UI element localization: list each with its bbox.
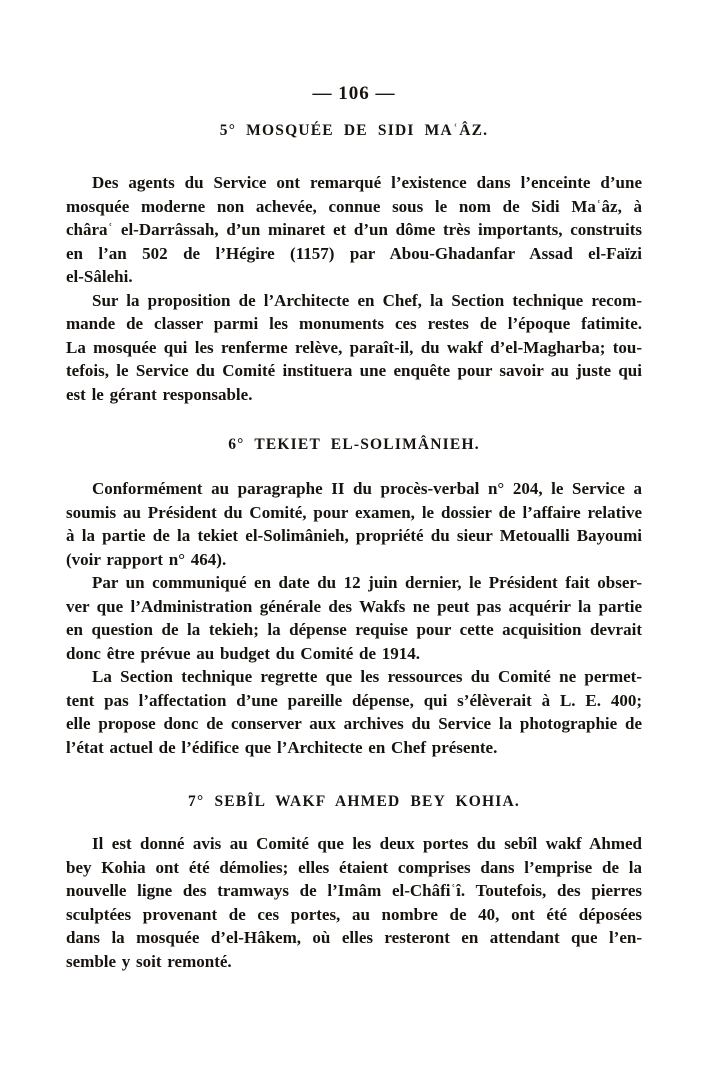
text-line: Par un communiqué en date du 12 juin dernier, le Président fait obser-: [92, 573, 642, 592]
text-line: donc être prévue au budget du Comité de 1914.: [66, 643, 421, 663]
text-line: à la partie de la tekiet el-Solimânieh, propriété du sieur Metoualli Bayoumi: [66, 526, 642, 545]
text-line: l’état actuel de l’édifice que l’Architecte en Chef présente.: [66, 737, 498, 757]
paragraph: [66, 477, 642, 571]
text-line: dans la mosquée d’el-Hâkem, où elles resteront en attendant que l’en-: [66, 928, 642, 947]
text-line: sculptées provenant de ces portes, au nombre de 40, ont été déposées: [66, 904, 642, 924]
text-line: en question de la tekieh; la dépense requise pour cette acquisition devrait: [66, 620, 642, 639]
text-line: mosquée moderne non achevée, connue sous le nom de Sidi Maʿâz, à: [66, 196, 642, 216]
text-line: mande de classer parmi les monuments ces restes de l’époque fatimite.: [66, 314, 642, 333]
paragraph: [66, 571, 642, 665]
text-line: elle propose donc de conserver aux archives du Service la photographie de: [66, 714, 642, 733]
text-line: nouvelle ligne des tramways de l’Imâm el-Châfiʿî. Toutefois, des pierres: [66, 881, 642, 900]
text-line: el-Sâlehi.: [66, 267, 133, 286]
section-body-5: [66, 171, 642, 406]
paragraph: [66, 832, 642, 973]
text-line: semble y soit remonté.: [66, 951, 232, 971]
text-line: La mosquée qui les renferme relève, paraît-il, du wakf d’el-Magharba; tou-: [66, 337, 642, 357]
text-line: châraʿ el-Darrâssah, d’un minaret et d’un dôme très importants, construits: [66, 220, 642, 239]
text-line: en l’an 502 de l’Hégire (1157) par Abou-Ghadanfar Assad el-Faïzi: [66, 243, 642, 263]
section-body-6: [66, 477, 642, 759]
text-line: ver que l’Administration générale des Wakfs ne peut pas acquérir la partie: [66, 596, 642, 616]
paragraph: [66, 289, 642, 407]
section-body-7: [66, 832, 642, 973]
text-line: Il est donné avis au Comité que les deux portes du sebîl wakf Ahmed: [92, 834, 642, 853]
section-heading-6: 6° TEKIET EL-SOLIMÂNIEH.: [228, 436, 480, 453]
paragraph: [66, 171, 642, 289]
section-heading-7: 7° SEBÎL WAKF AHMED BEY KOHIA.: [188, 793, 520, 810]
section-heading-5: 5° MOSQUÉE DE SIDI MAʿÂZ.: [219, 122, 489, 139]
text-line: La Section technique regrette que les ressources du Comité ne permet-: [92, 667, 642, 686]
text-line: bey Kohia ont été démolies; elles étaient comprises dans l’emprise de la: [66, 857, 642, 877]
text-line: (voir rapport n° 464).: [66, 549, 227, 569]
page-number: — 106 —: [312, 83, 396, 104]
text-line: Sur la proposition de l’Architecte en Chef, la Section technique recom-: [92, 290, 642, 310]
text-line: Des agents du Service ont remarqué l’existence dans l’enceinte d’une: [92, 173, 642, 192]
paragraph: [66, 665, 642, 759]
text-line: soumis au Président du Comité, pour examen, le dossier de l’affaire relative: [66, 502, 642, 522]
text-line: Conformément au paragraphe II du procès-verbal n° 204, le Service a: [92, 479, 642, 498]
text-line: tefois, le Service du Comité instituera une enquête pour savoir au juste qui: [66, 361, 642, 380]
text-line: tent pas l’affectation d’une pareille dépense, qui s’élèverait à L. E. 400;: [66, 690, 642, 710]
text-line: est le gérant responsable.: [66, 384, 253, 404]
